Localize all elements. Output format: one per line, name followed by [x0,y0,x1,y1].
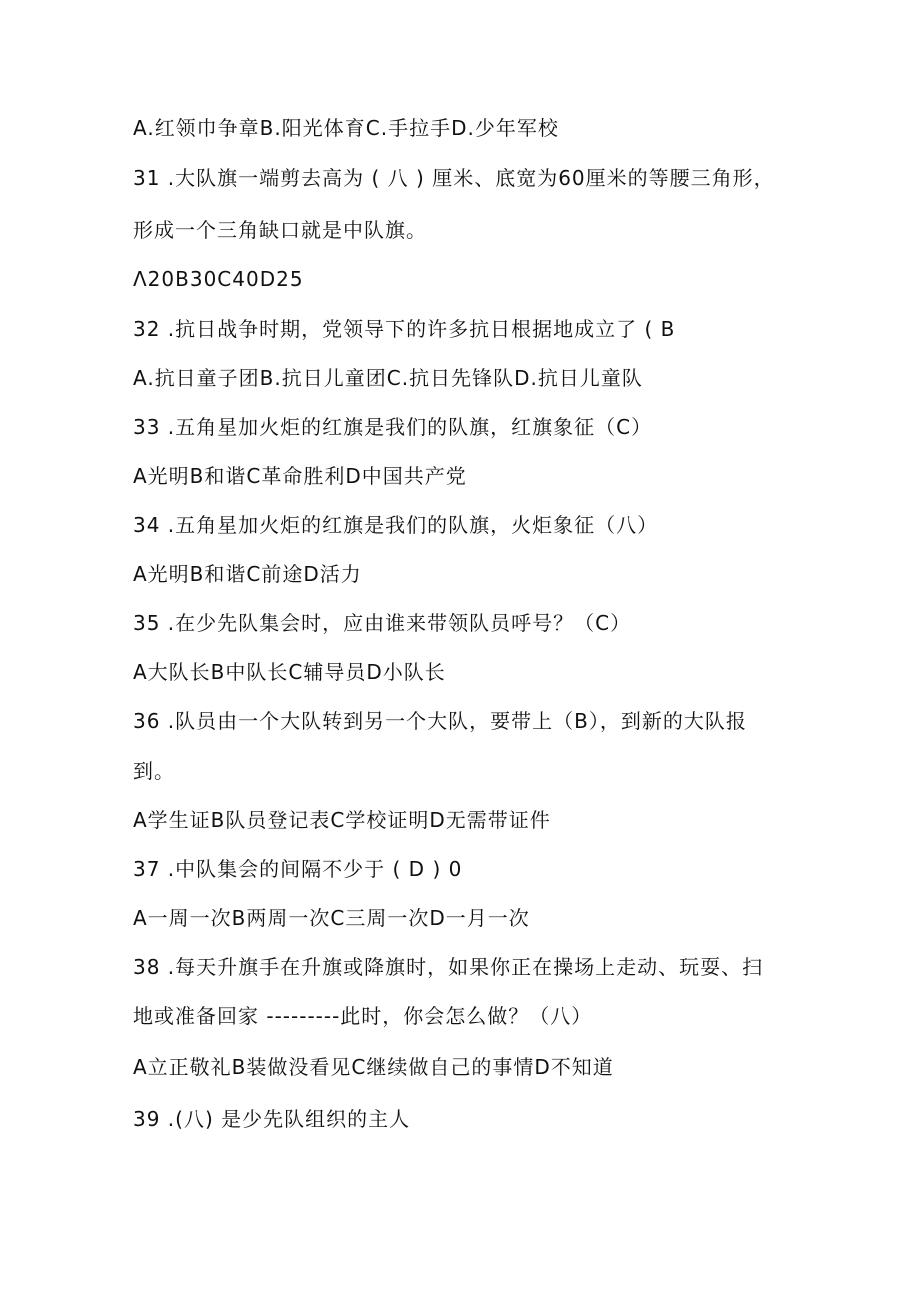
question-36-continued: 到。 [133,759,175,783]
answer-options-37: A一周一次B两周一次C三周一次D一月一次 [133,906,530,930]
answer-options-36: A学生证B队员登记表C学校证明D无需带证件 [133,808,551,832]
answer-options-35: A大队长B中队长C辅导员D小队长 [133,660,446,684]
question-33: 33 .五角星加火炬的红旗是我们的队旗，红旗象征（C） [133,415,653,439]
answer-options-31: Λ20B30C40D25 [133,267,304,291]
question-32: 32 .抗日战争时期，党领导下的许多抗日根据地成立了 ( B [133,317,676,341]
question-39: 39 .(八) 是少先队组织的主人 [133,1107,411,1131]
question-31: 31 .大队旗一端剪去高为 ( 八 ) 厘米、底宽为60厘米的等腰三角形， [133,166,775,190]
answer-options-38: A立正敬礼B装做没看见C继续做自己的事情D不知道 [133,1055,614,1079]
answer-options-33: A光明B和谐C革命胜利D中国共产党 [133,464,467,488]
answer-options-32: A.抗日童子团B.抗日儿童团C.抗日先锋队D.抗日儿童队 [133,366,643,390]
question-38: 38 .每天升旗手在升旗或降旗时，如果你正在操场上走动、玩耍、扫 [133,955,764,979]
question-38-continued: 地或准备回家 ---------此时，你会怎么做？（八） [133,1004,593,1028]
question-36: 36 .队员由一个大队转到另一个大队，要带上（B），到新的大队报 [133,709,747,733]
question-37: 37 .中队集会的间隔不少于 ( D ) 0 [133,857,463,881]
answer-options-30: A.红领巾争章B.阳光体育C.手拉手D.少年军校 [133,116,559,140]
question-35: 35 .在少先队集会时，应由谁来带领队员呼号？（C） [133,611,632,635]
question-34: 34 .五角星加火炬的红旗是我们的队旗，火炬象征（八） [133,513,659,537]
answer-options-34: A光明B和谐C前途D活力 [133,562,362,586]
question-31-continued: 形成一个三角缺口就是中队旗。 [133,218,427,242]
